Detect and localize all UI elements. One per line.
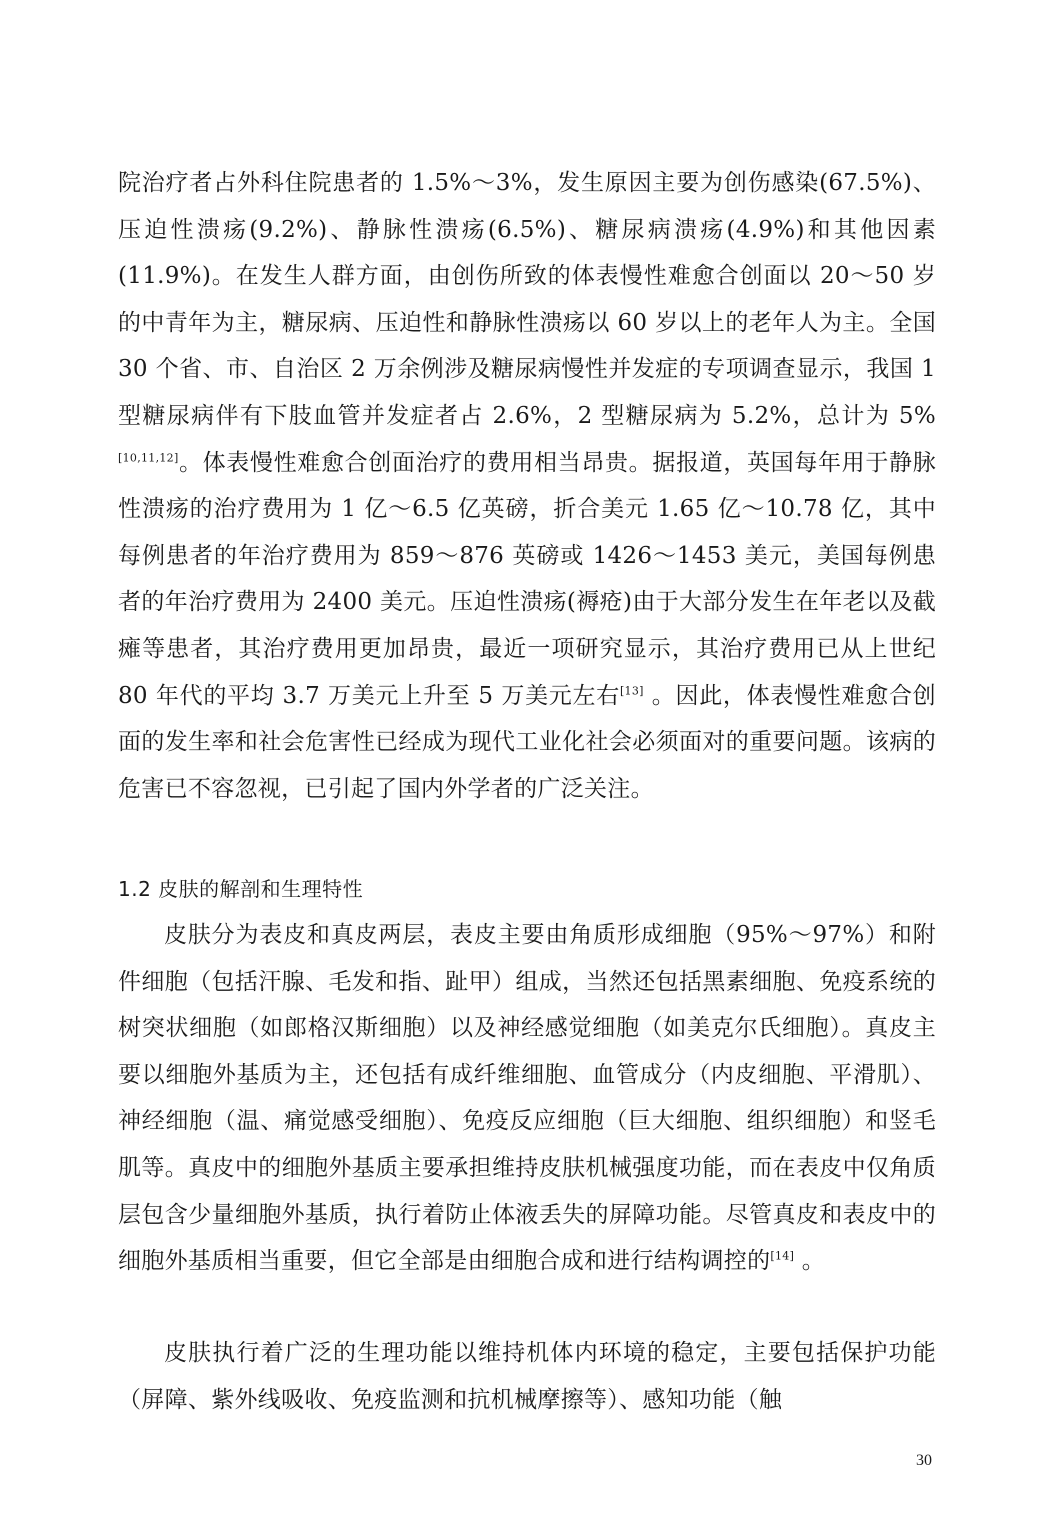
paragraph-text: [118, 160, 936, 812]
paragraph-text: [118, 912, 936, 1285]
page-number: 30: [916, 1452, 932, 1469]
paragraph-text-segment: 。体表慢性难愈合创面治疗的费用相当昂贵。据报道，英国每年用于静脉性溃疡的治疗费用为 1 亿～6.5 亿英磅，折合美元 1.65 亿～10.78 亿，其中每例患者的年治疗费用为 859～876 英磅或 1426～1453 美元，美国每例患者的年治疗费用为 2400 美元。压迫性溃疡(褥疮)由于大部分发生在年老以及截瘫等患者，其治疗费用更加昂贵，最近一项研究显示，其治疗费用已从上世纪 80 年代的平均 3.7 万美元上升至 5 万美元左右: [118, 449, 936, 709]
paragraph-skin-anatomy: [118, 912, 936, 1285]
citation-ref: [13]: [619, 683, 644, 697]
paragraph-text-segment: 院治疗者占外科住院患者的 1.5%～3%，发生原因主要为创伤感染(67.5%)、压迫性溃疡(9.2%)、静脉性溃疡(6.5%)、糖尿病溃疡(4.9%)和其他因素(11.9%)。在发生人群方面，由创伤所致的体表慢性难愈合创面以 20～50 岁的中青年为主，糖尿病、压迫性和静脉性溃疡以 60 岁以上的老年人为主。全国 30 个省、市、自治区 2 万余例涉及糖尿病慢性并发症的专项调查显示，我国 1 型糖尿病伴有下肢血管并发症者占 2.6%，2 型糖尿病为 5.2%，总计为 5%: [118, 170, 936, 429]
paragraph-text-segment: 皮肤分为表皮和真皮两层，表皮主要由角质形成细胞（95%～97%）和附件细胞（包括汗腺、毛发和指、趾甲）组成，当然还包括黑素细胞、免疫系统的树突状细胞（如郎格汉斯细胞）以及神经感觉细胞（如美克尔氏细胞）。真皮主要以细胞外基质为主，还包括有成纤维细胞、血管成分（内皮细胞、平滑肌）、神经细胞（温、痛觉感受细胞）、免疫反应细胞（巨大细胞、组织细胞）和竖毛肌等。真皮中的细胞外基质主要承担维持皮肤机械强度功能，而在表皮中仅角质层包含少量细胞外基质，执行着防止体液丢失的屏障功能。尽管真皮和表皮中的细胞外基质相当重要，但它全部是由细胞合成和进行结构调控的: [118, 922, 936, 1275]
paragraph-skin-function: [118, 1330, 936, 1423]
paragraph-text-segment: 。因此，体表慢性难愈合创面的发生率和社会危害性已经成为现代工业化社会必须面对的重要问题。该病的危害已不容忽视，已引起了国内外学者的广泛关注。: [118, 682, 936, 802]
paragraph-text-segment: 。: [794, 1248, 826, 1275]
section-heading: 1.2 皮肤的解剖和生理特性: [118, 877, 364, 901]
paragraph-text: 皮肤执行着广泛的生理功能以维持机体内环境的稳定，主要包括保护功能（屏障、紫外线吸收、免疫监测和抗机械摩擦等）、感知功能（触: [118, 1340, 936, 1413]
citation-ref: [14]: [770, 1249, 795, 1263]
paragraph-wound-statistics: [118, 160, 936, 812]
citation-ref: [10,11,12]: [118, 450, 179, 464]
